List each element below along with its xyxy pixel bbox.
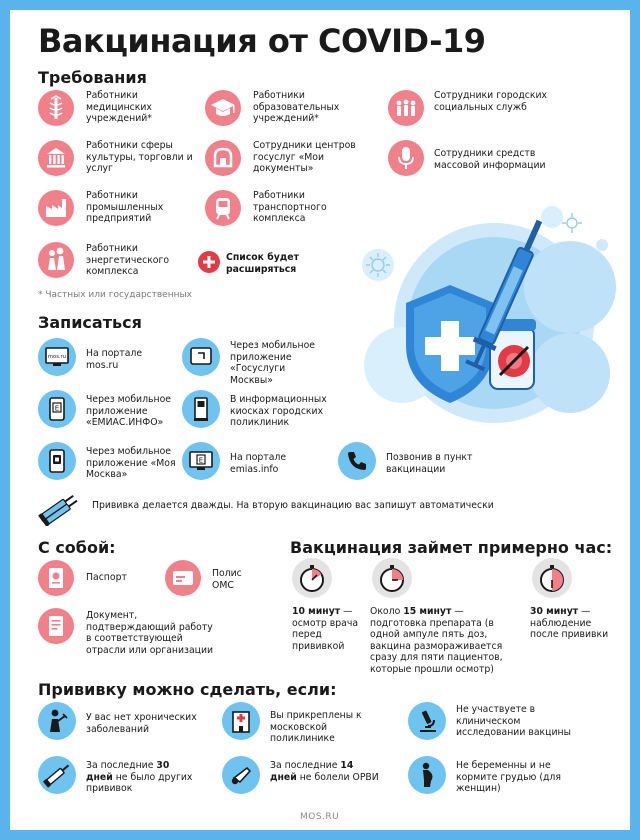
svg-text:E: E [198,456,204,465]
graduation-cap-icon [205,90,241,126]
factory-icon [38,190,74,226]
condition-trial-label: Не участвуете в клиническом исследовании вакцины [456,704,571,738]
passport-icon [38,560,74,596]
svg-text:E: E [54,404,60,413]
kiosk-icon [182,390,220,428]
signup-call-label: Позвонив в пункт вакцинации [386,452,473,475]
req-culture-label: Работники сферы культуры, торговли и услуг [86,140,193,174]
document-icon [38,608,74,644]
req-medical-label: Работники медицинских учреждений* [86,90,152,124]
pregnant-woman-icon [408,756,446,794]
bring-passport-label: Паспорт [86,572,127,583]
condition-vaccines-label: За последние 30 дней не было других прививок [86,760,193,794]
computer-emias-icon [182,442,220,480]
infographic-page [10,10,630,830]
requirements-heading: Требования [38,68,147,87]
req-education-label: Работники образовательных учреждений* [253,90,340,124]
signup-kiosk-label: В информационных киосках городских поликлиник [230,394,327,428]
duration-heading: Вакцинация займет примерно час: [290,538,613,557]
duration-step1-text: 10 минут — осмотр врача перед прививкой [292,606,359,652]
healthy-person-icon [38,702,76,740]
duration-step3-text: 30 минут — наблюдение после прививки [530,606,609,640]
stopwatch-15min-icon [372,558,412,598]
duration-step2-text: Около 15 минут — подготовка препарата (в одной ампуле пять доз, вакцина размораживается сразу для пяти пациентов, которые прошли осмотр) [370,606,503,675]
signup-emias-portal-label: На портале emias.info [230,452,287,475]
stopwatch-10min-icon [292,558,332,598]
vaccine-illustration [342,195,630,425]
condition-chronic-label: У вас нет хронических заболеваний [86,712,197,735]
clinic-building-icon [222,702,260,740]
condition-arvi-label: За последние 14 дней не болели ОРВИ [270,760,379,783]
requirements-footnote: * Частных или государственных [38,290,192,300]
req-energy-label: Работники энергетического комплекса [86,243,170,277]
syringes-icon [36,490,86,526]
thermometer-icon [222,756,260,794]
condition-clinic-label: Вы прикреплены к московской поликлинике [270,710,362,744]
condition-pregnancy-label: Не беременны и не кормите грудью (для женщин) [456,760,561,794]
documents-center-icon [205,140,241,176]
train-icon [205,190,241,226]
signup-mosru-label: На портале mos.ru [86,348,143,371]
bring-document-label: Документ, подтверждающий работу в соответствующей отрасли или организации [86,610,214,656]
page-title: Вакцинация от COVID-19 [38,22,486,60]
req-industrial-label: Работники промышленных предприятий [86,190,164,224]
req-gosuslugi-label: Сотрудники центров госуслуг «Мои документы» [253,140,356,174]
phone-call-icon [338,442,376,480]
signup-mymoscow-label: Через мобильное приложение «Моя Москва» [86,446,176,480]
bring-heading: С собой: [38,538,116,557]
microscope-icon [408,702,446,740]
stopwatch-30min-icon [532,558,572,598]
req-transport-label: Работники транспортного комплекса [253,190,327,224]
bring-oms-label: Полис ОМС [212,568,242,591]
syringe-icon [38,756,76,794]
medical-icon [38,90,74,126]
signup-heading: Записаться [38,313,142,332]
plus-icon [198,251,220,273]
signup-gosuslugi-label: Через мобильное приложение «Госуслуги Москвы» [230,340,315,386]
list-expand-note: Список будет расширяться [226,252,299,275]
req-social-label: Сотрудники городских социальных служб [434,90,548,113]
phone-emias-icon [38,390,76,428]
tablet-app-icon [182,338,220,376]
microphone-icon [388,140,424,176]
svg-text:mos.ru: mos.ru [48,354,66,360]
conditions-heading: Прививку можно сделать, если: [38,680,337,699]
req-media-label: Сотрудники средств массовой информации [434,148,546,171]
computer-icon [38,338,76,376]
culture-building-icon [38,140,74,176]
phone-mymoscow-icon [38,442,76,480]
signup-emias-app-label: Через мобильное приложение «ЕМИАС.ИНФО» [86,394,171,428]
power-plant-icon [38,242,74,278]
footer-brand: MOS.RU [300,812,340,822]
social-workers-icon [388,90,424,126]
insurance-card-icon [165,560,201,596]
signup-twice-note: Прививка делается дважды. На вторую вакцинацию вас запишут автоматически [92,500,494,511]
